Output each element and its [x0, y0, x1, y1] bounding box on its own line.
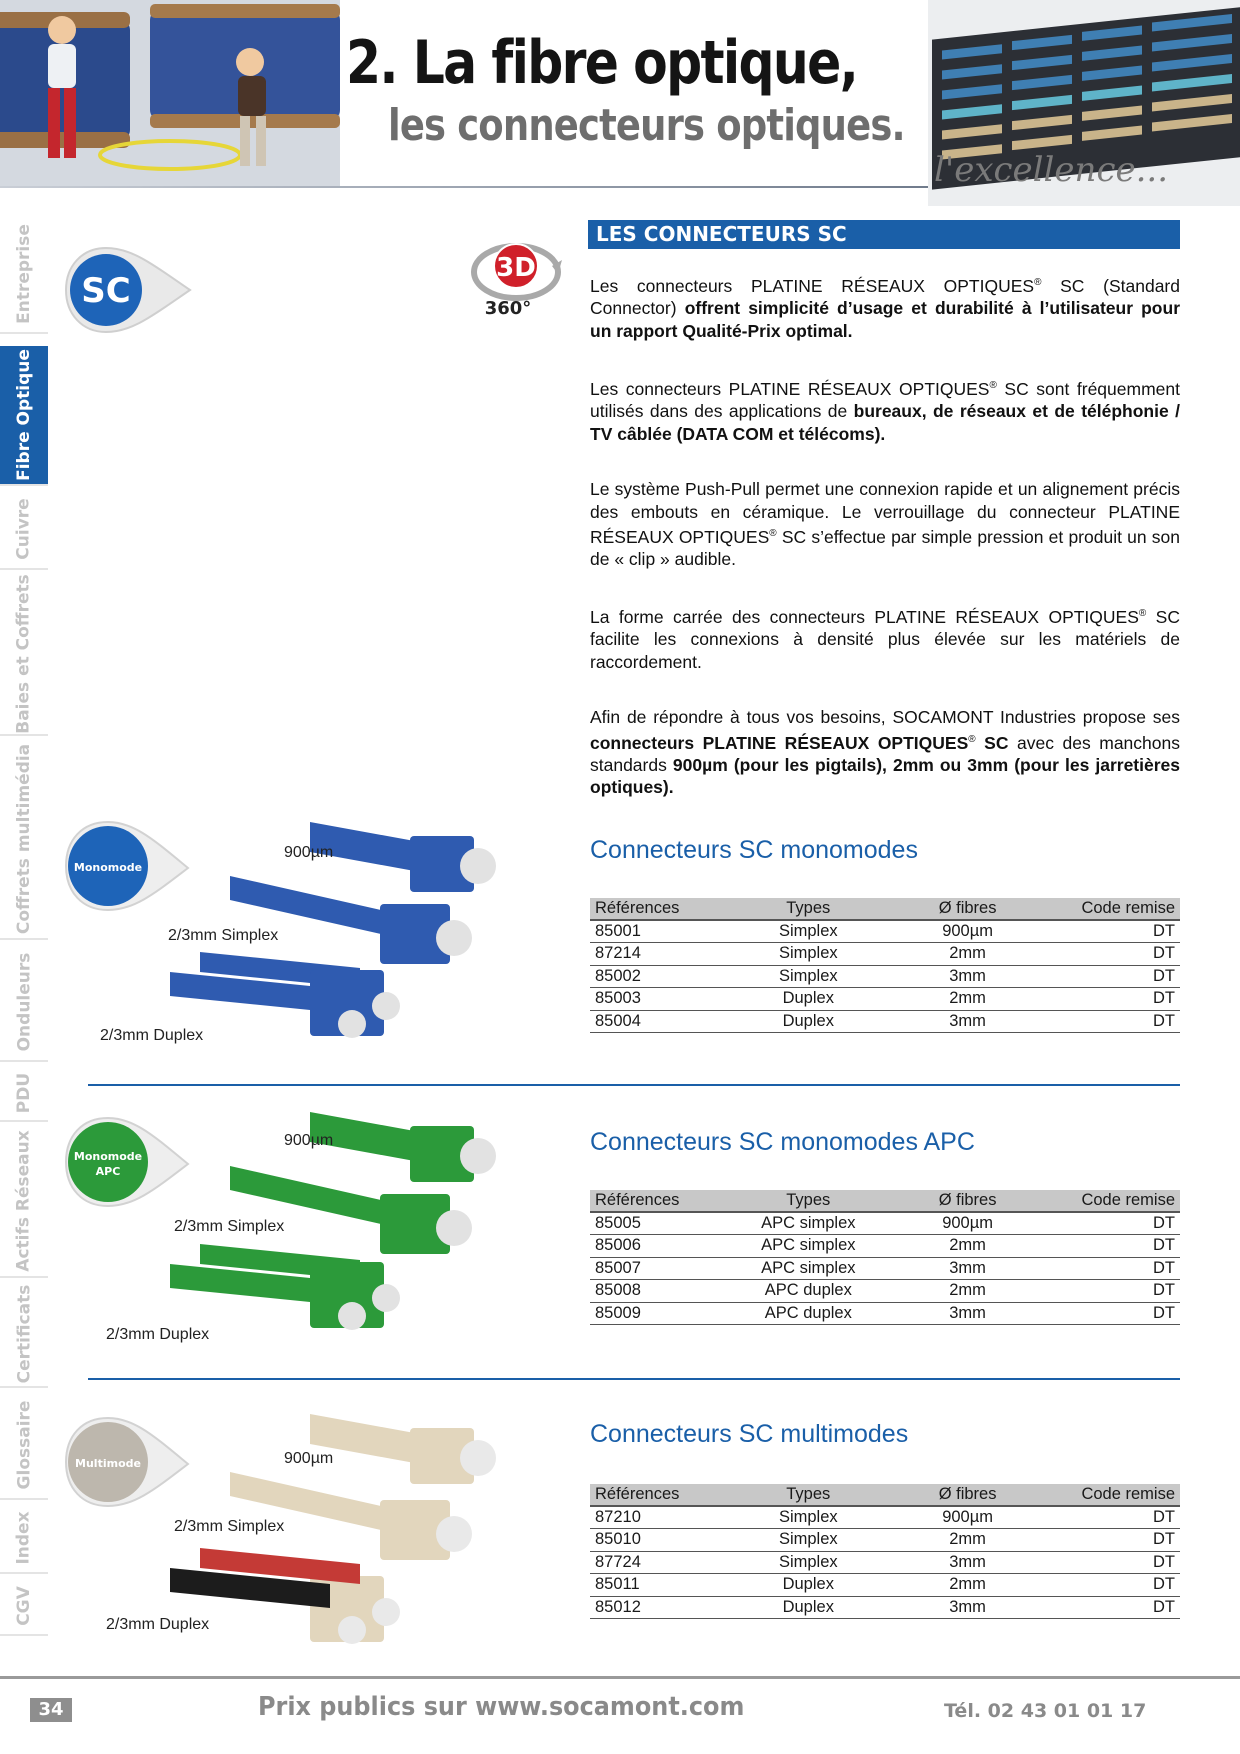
side-tab-label: Entreprise: [14, 224, 35, 324]
label-duplex: 2/3mm Duplex: [100, 1027, 204, 1044]
label-900um: 900µm: [284, 1450, 334, 1467]
intro-paragraph-4: [590, 603, 1180, 673]
col-header-code-remise: Code remise: [1050, 898, 1180, 920]
table-cell: 87214: [590, 943, 732, 966]
table-cell: DT: [1050, 1235, 1180, 1258]
paragraph-text: ®: [989, 380, 997, 391]
paragraph-text: Les connecteurs PLATINE RÉSEAUX OPTIQUES: [590, 378, 990, 399]
table-cell: 900µm: [885, 1506, 1050, 1529]
table-cell: DT: [1050, 1574, 1180, 1597]
intro-paragraph-5: [590, 706, 1180, 799]
table-cell: 3mm: [885, 965, 1050, 988]
table-row: [590, 943, 1180, 966]
table-cell: DT: [1050, 988, 1180, 1011]
table-header-row: [590, 898, 1180, 920]
side-tab-label: Coffrets multimédia: [14, 743, 34, 935]
badge-text: Multimode: [75, 1457, 141, 1470]
table-cell: 87210: [590, 1506, 732, 1529]
table-cell: Simplex: [732, 1551, 885, 1574]
table-cell: 3mm: [885, 1302, 1050, 1325]
side-tab-label: Certificats: [14, 1284, 34, 1384]
table-row: [590, 1506, 1180, 1529]
label-900um: 900µm: [284, 1132, 334, 1149]
table-row: [590, 1302, 1180, 1325]
table-row: [590, 1280, 1180, 1303]
table-cell: DT: [1050, 1212, 1180, 1235]
table-cell: APC simplex: [732, 1235, 885, 1258]
side-tab-label: Fibre Optique: [14, 349, 35, 481]
table-cell: 85003: [590, 988, 732, 1011]
paragraph-text: Le système Push-Pull permet une connexion rapide et un alignement précis des embouts en céramique. Le verrouillage du connecteur PLATINE RÉSEAUX OPTIQUES: [590, 479, 1180, 547]
label-duplex: 2/3mm Duplex: [106, 1616, 210, 1633]
table-cell: Duplex: [732, 1010, 885, 1033]
table-cell: DT: [1050, 1551, 1180, 1574]
side-tab-label: Onduleurs: [14, 952, 35, 1052]
col-header-references: Références: [590, 1484, 732, 1506]
table-cell: 900µm: [885, 1212, 1050, 1235]
paragraph-text: connecteurs PLATINE RÉSEAUX OPTIQUES: [590, 732, 969, 753]
table-cell: 2mm: [885, 1280, 1050, 1303]
table-cell: Duplex: [732, 1596, 885, 1619]
table-cell: DT: [1050, 943, 1180, 966]
table-cell: DT: [1050, 1529, 1180, 1552]
header-tagline: l'excellence...: [934, 150, 1169, 190]
table-cell: 2mm: [885, 1529, 1050, 1552]
product-block-sc-monomodes: [0, 812, 1240, 1042]
side-tab-label: Cuivre: [14, 498, 34, 560]
paragraph-text: offrent simplicité d’usage et durabilité à l’utilisateur pour un rapport Qualité-Prix optimal.: [590, 298, 1181, 341]
paragraph-text: Afin de répondre à tous vos besoins, SOCAMONT Industries propose ses: [590, 707, 1180, 727]
table-cell: 3mm: [885, 1010, 1050, 1033]
table-row: [590, 1574, 1180, 1597]
table-cell: DT: [1050, 1596, 1180, 1619]
table-cell: DT: [1050, 1506, 1180, 1529]
paragraph-text: La forme carrée des connecteurs PLATINE RÉSEAUX OPTIQUES: [590, 606, 1139, 627]
badge-text-apc: APC: [95, 1165, 121, 1178]
table-cell: DT: [1050, 920, 1180, 943]
paragraph-text: bureaux, de réseaux et de téléphonie / TV câblée (DATA COM et télécoms).: [590, 401, 1180, 444]
sc-badge-text: SC: [81, 271, 131, 311]
side-tab-entreprise[interactable]: [0, 216, 48, 334]
paragraph-text: ®: [1034, 277, 1042, 288]
table-row: [590, 920, 1180, 943]
table-cell: APC duplex: [732, 1302, 885, 1325]
section-divider: [88, 1378, 1180, 1380]
table-cell: 85008: [590, 1280, 732, 1303]
table-cell: 85011: [590, 1574, 732, 1597]
col-header-types: Types: [732, 898, 885, 920]
page-number: 34: [30, 1698, 72, 1722]
col-header-code-remise: Code remise: [1050, 1484, 1180, 1506]
paragraph-text: SC s’effectue par simple pression et produit un son de « clip » audible.: [590, 526, 1181, 570]
reference-table: [590, 1484, 1180, 1619]
product-title: Connecteurs SC monomodes: [590, 836, 918, 864]
paragraph-text: ®: [1138, 608, 1147, 619]
table-row: [590, 1010, 1180, 1033]
table-cell: DT: [1050, 1257, 1180, 1280]
header-divider: [0, 186, 940, 188]
table-cell: 2mm: [885, 943, 1050, 966]
paragraph-text: 900µm (pour les pigtails), 2mm ou 3mm (pour les jarretières optiques).: [590, 754, 1181, 798]
table-row: [590, 1212, 1180, 1235]
reference-table: [590, 1190, 1180, 1325]
table-cell: 85002: [590, 965, 732, 988]
table-row: [590, 988, 1180, 1011]
footer-website-text[interactable]: Prix publics sur www.socamont.com: [258, 1692, 745, 1722]
table-cell: 2mm: [885, 1574, 1050, 1597]
table-cell: Simplex: [732, 920, 885, 943]
table-cell: Simplex: [732, 1529, 885, 1552]
reference-table: [590, 898, 1180, 1033]
table-header-row: [590, 1484, 1180, 1506]
product-title: Connecteurs SC monomodes APC: [590, 1128, 975, 1156]
intro-paragraph-1: [590, 272, 1180, 342]
product-block-sc-multimodes: [0, 1398, 1240, 1658]
paragraph-text: ®: [968, 733, 976, 745]
table-cell: 85009: [590, 1302, 732, 1325]
table-row: [590, 1529, 1180, 1552]
col-header-fibres: Ø fibres: [885, 1190, 1050, 1212]
paragraph-text: ®: [769, 528, 777, 539]
col-header-references: Références: [590, 1190, 732, 1212]
footer-divider: [0, 1676, 1240, 1679]
col-header-types: Types: [732, 1190, 885, 1212]
table-cell: Simplex: [732, 943, 885, 966]
table-cell: Simplex: [732, 965, 885, 988]
side-tab-label: PDU: [14, 1072, 34, 1114]
side-tab-label: CGV: [14, 1586, 34, 1626]
side-tab-cuivre[interactable]: [0, 490, 48, 570]
paragraph-text: SC (Standard Connector): [590, 275, 1180, 319]
table-cell: 85010: [590, 1529, 732, 1552]
side-tab-label: Baies et Coffrets: [14, 574, 35, 734]
table-cell: Duplex: [732, 988, 885, 1011]
table-cell: DT: [1050, 1302, 1180, 1325]
three-d-text: 3D: [496, 253, 536, 283]
side-tab-label: Glossaire: [14, 1400, 35, 1490]
table-cell: 3mm: [885, 1596, 1050, 1619]
label-simplex: 2/3mm Simplex: [168, 927, 279, 944]
table-cell: 85007: [590, 1257, 732, 1280]
page-title: 2. La fibre optique,: [346, 28, 858, 98]
table-cell: 3mm: [885, 1257, 1050, 1280]
paragraph-text: SC sont fréquemment utilisés dans des applications de: [590, 378, 1180, 422]
table-cell: Simplex: [732, 1506, 885, 1529]
table-cell: APC simplex: [732, 1212, 885, 1235]
side-tab-label: Index: [14, 1511, 34, 1565]
badge-text: Monomode: [73, 861, 143, 874]
table-cell: 85006: [590, 1235, 732, 1258]
label-duplex: 2/3mm Duplex: [106, 1326, 210, 1343]
product-block-sc-monomodes-apc: [0, 1104, 1240, 1343]
side-tab-baies-et-coffrets[interactable]: [0, 574, 48, 736]
paragraph-text: avec des manchons standards: [590, 732, 1180, 775]
label-simplex: 2/3mm Simplex: [174, 1518, 285, 1535]
paragraph-text: Les connecteurs PLATINE RÉSEAUX OPTIQUES: [590, 275, 1035, 296]
table-cell: APC duplex: [732, 1280, 885, 1303]
table-row: [590, 1551, 1180, 1574]
col-header-fibres: Ø fibres: [885, 898, 1050, 920]
page-subtitle: les connecteurs optiques.: [388, 100, 905, 151]
table-row: [590, 1257, 1180, 1280]
col-header-code-remise: Code remise: [1050, 1190, 1180, 1212]
table-cell: 2mm: [885, 1235, 1050, 1258]
table-cell: 2mm: [885, 988, 1050, 1011]
table-cell: 85004: [590, 1010, 732, 1033]
table-cell: DT: [1050, 1280, 1180, 1303]
table-cell: APC simplex: [732, 1257, 885, 1280]
rotate-3d-360-icon[interactable]: [468, 236, 564, 320]
footer-phone: Tél. 02 43 01 01 17: [944, 1700, 1147, 1722]
table-row: [590, 965, 1180, 988]
table-row: [590, 1596, 1180, 1619]
section-divider: [88, 1084, 1180, 1086]
paragraph-text: SC: [975, 732, 1009, 753]
paragraph-text: SC facilite les connexions à densité plus élevée sur les matériels de raccordement.: [590, 606, 1180, 672]
table-cell: 3mm: [885, 1551, 1050, 1574]
table-cell: Duplex: [732, 1574, 885, 1597]
col-header-types: Types: [732, 1484, 885, 1506]
header-photo-children-cable-reels: [0, 0, 340, 188]
table-cell: 87724: [590, 1551, 732, 1574]
badge-text: Monomode: [73, 1150, 143, 1163]
table-cell: DT: [1050, 1010, 1180, 1033]
col-header-fibres: Ø fibres: [885, 1484, 1050, 1506]
table-cell: 85001: [590, 920, 732, 943]
table-cell: 85012: [590, 1596, 732, 1619]
table-header-row: [590, 1190, 1180, 1212]
sc-logo-badge: [62, 244, 194, 336]
label-simplex: 2/3mm Simplex: [174, 1218, 285, 1235]
product-title: Connecteurs SC multimodes: [590, 1420, 909, 1448]
table-cell: 900µm: [885, 920, 1050, 943]
intro-paragraph-2: [590, 375, 1180, 445]
section-heading: LES CONNECTEURS SC: [588, 220, 1180, 249]
table-cell: 85005: [590, 1212, 732, 1235]
table-row: [590, 1235, 1180, 1258]
intro-paragraph-3: [590, 478, 1180, 571]
col-header-references: Références: [590, 898, 732, 920]
side-tab-label: Actifs Réseaux: [14, 1130, 34, 1272]
table-cell: DT: [1050, 965, 1180, 988]
three-sixty-text: 360°: [484, 298, 532, 319]
side-tab-fibre-optique[interactable]: [0, 346, 48, 486]
label-900um: 900µm: [284, 844, 334, 861]
